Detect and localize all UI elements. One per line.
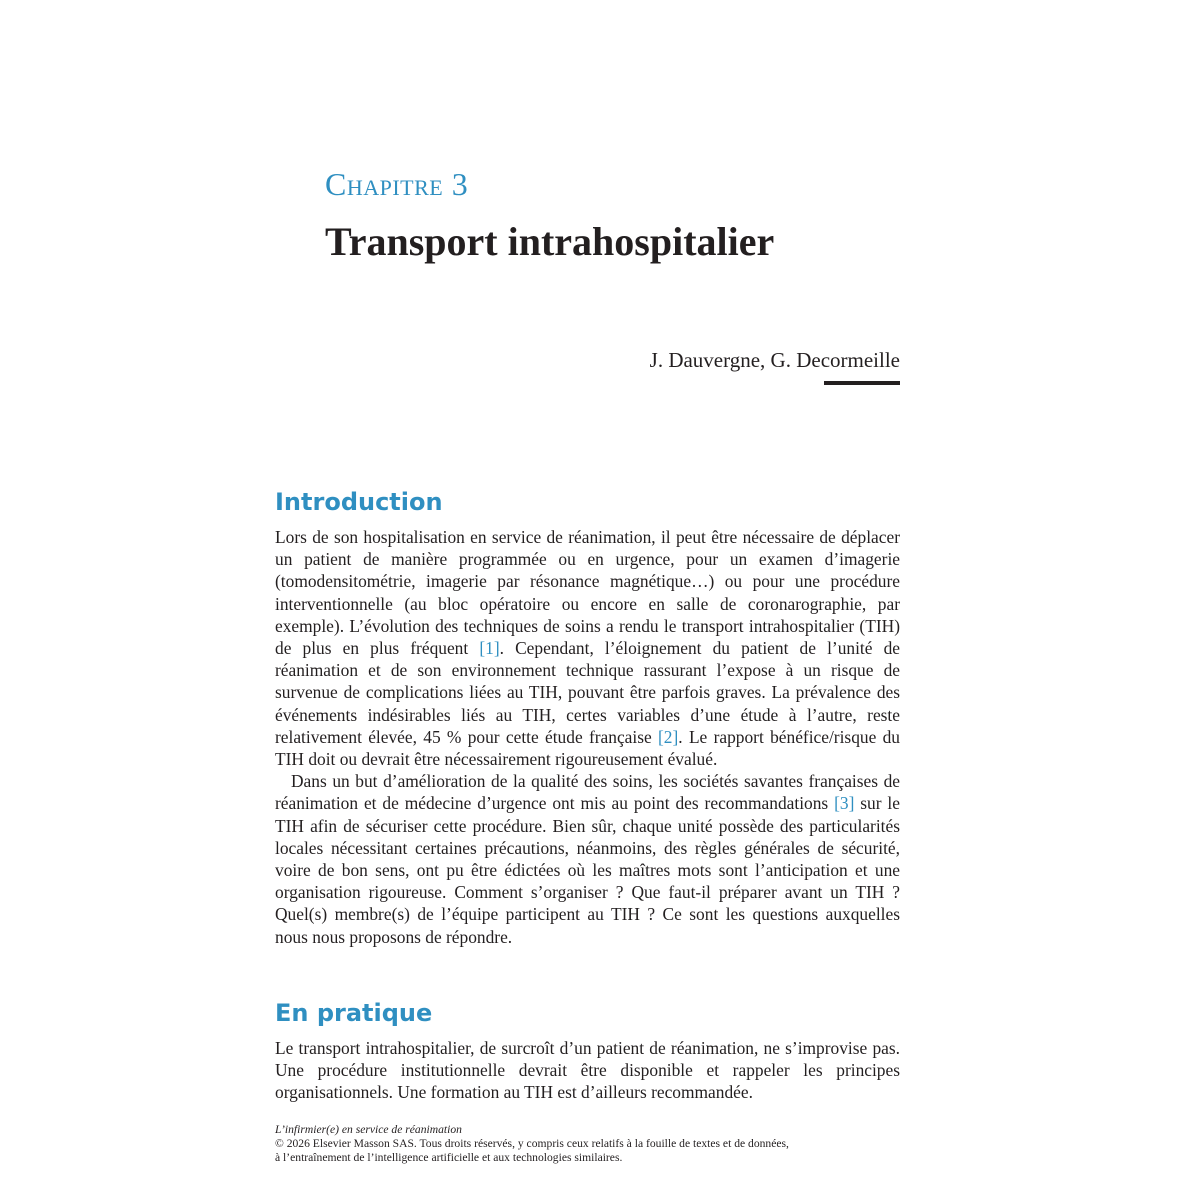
reference-link-2[interactable]: [2]: [658, 726, 679, 747]
text-run: Lors de son hospitalisation en service de réanimation, il peut être nécessaire de déplacer un patient de manière programmée ou en urgence, pour un examen d’imagerie (tomodensitométrie, imagerie par résonance magnétique…) ou pour une procédure interventionnelle (au bloc opératoire ou encore en salle de coronarographie, par exemple). L’évolution des techniques de soins a rendu le transport intrahospitalier (TIH) de plus en plus fréquent: [275, 527, 900, 659]
text-run: . Le rapport bénéfice/risque du TIH doit ou devrait être nécessairement rigoureusement évalué.: [275, 726, 900, 770]
author-rule: [824, 381, 900, 385]
footer-copyright-line-1: © 2026 Elsevier Masson SAS. Tous droits réservés, y compris ceux relatifs à la fouille de textes et de données,: [275, 1137, 789, 1151]
reference-link-1[interactable]: [1]: [479, 638, 500, 659]
text-run: sur le TIH afin de sécuriser cette procédure. Bien sûr, chaque unité possède des particularités locales nécessitant certaines précautions, néanmoins, des règles générales de sécurité, voire de bon sens, ont pu être édictées où les maîtres mots sont l’anticipation et une organisation rigoureuse. Comment s’organiser ? Que faut-il préparer avant un TIH ? Quel(s) membre(s) de l’équipe participent au TIH ? Ce sont les questions auxquelles nous nous proposons de répondre.: [275, 793, 900, 947]
footer-book-title: L’infirmier(e) en service de réanimation: [275, 1123, 462, 1136]
authors: J. Dauvergne, G. Decormeille: [649, 348, 900, 372]
introduction-paragraph-2: [275, 770, 900, 948]
page-footer: [275, 1123, 900, 1166]
introduction-paragraph-1: [275, 526, 900, 770]
section-heading-en-pratique: En pratique: [275, 999, 433, 1027]
text-run: Dans un but d’amélioration de la qualité des soins, les sociétés savantes françaises de réanimation et de médecine d’urgence ont mis au point des recommandations: [275, 771, 900, 814]
chapter-label: Chapitre 3: [325, 166, 469, 202]
en-pratique-body: [275, 1037, 900, 1104]
en-pratique-paragraph-1: Le transport intrahospitalier, de surcroît d’un patient de réanimation, ne s’improvise pas. Une procédure institutionnelle devrait être disponible et rappeler les principes organisationnels. Une formation au TIH est d’ailleurs recommandée.: [275, 1038, 900, 1103]
chapter-title: Transport intrahospitalier: [325, 219, 775, 264]
introduction-body: [275, 526, 900, 948]
reference-link-3[interactable]: [3]: [834, 793, 855, 814]
text-run: . Cependant, l’éloignement du patient de l’unité de réanimation et de son environnement technique rassurant l’expose à un risque de survenue de complications liées au TIH, pouvant être parfois graves. La prévalence des événements indésirables liés au TIH, certes variables d’une étude à l’autre, reste relativement élevée, 45 % pour cette étude française: [275, 638, 900, 747]
footer-copyright-line-2: à l’entraînement de l’intelligence artificielle et aux technologies similaires.: [275, 1151, 623, 1165]
section-heading-introduction: Introduction: [275, 488, 443, 516]
